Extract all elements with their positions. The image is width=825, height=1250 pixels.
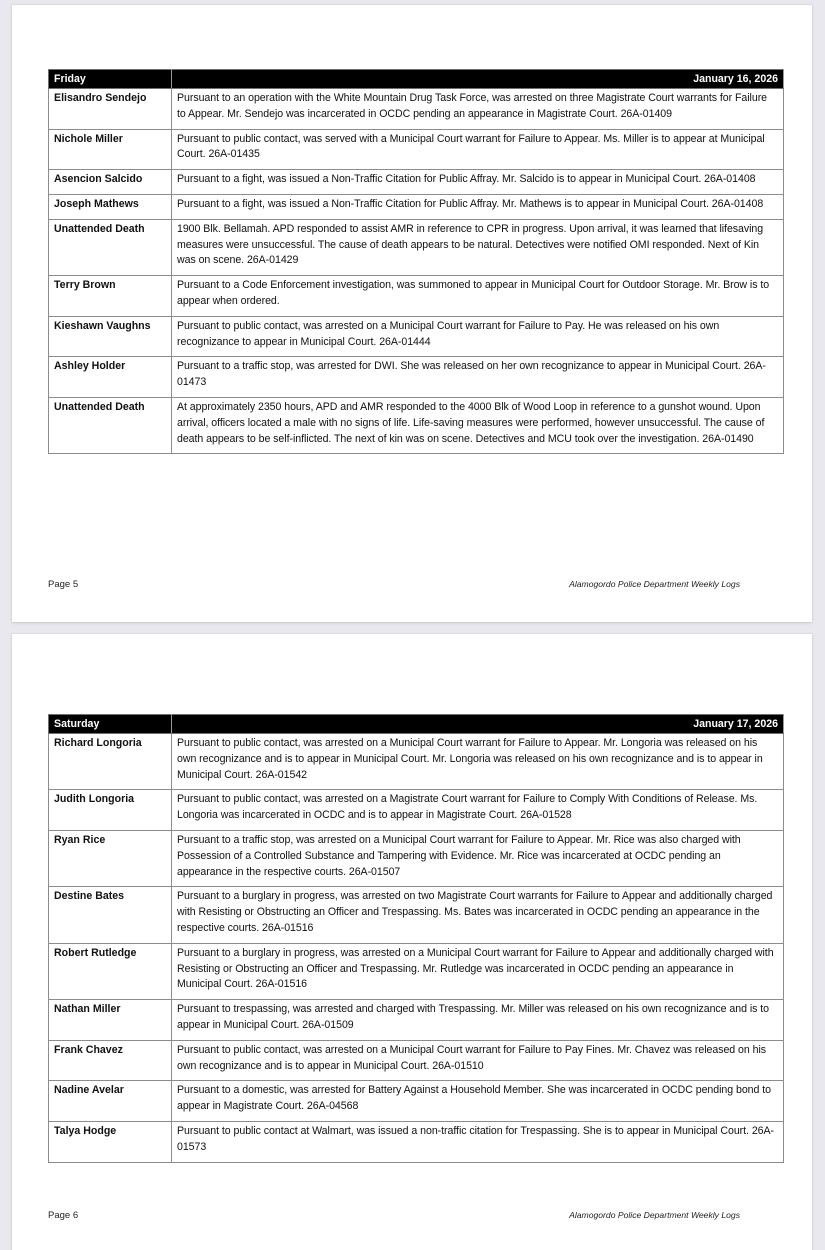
- footer-title: Alamogordo Police Department Weekly Logs: [569, 1210, 740, 1220]
- incident-description: Pursuant to trespassing, was arrested and charged with Trespassing. Mr. Miller was released on his own recognizance and is to appear in Municipal Court. 26A-01509: [172, 1000, 784, 1041]
- subject-name: Ashley Holder: [49, 357, 172, 398]
- subject-name: Unattended Death: [49, 397, 172, 453]
- subject-name: Talya Hodge: [49, 1121, 172, 1162]
- subject-name: Nathan Miller: [49, 1000, 172, 1041]
- table-row: [49, 276, 784, 317]
- subject-name: Ryan Rice: [49, 830, 172, 886]
- table-header-row: [49, 715, 784, 734]
- subject-name: Nadine Avelar: [49, 1081, 172, 1122]
- incident-description: Pursuant to a traffic stop, was arrested for DWI. She was released on her own recognizance to appear in Municipal Court. 26A-01473: [172, 357, 784, 398]
- table-row: [49, 734, 784, 790]
- subject-name: Frank Chavez: [49, 1040, 172, 1081]
- incident-description: Pursuant to public contact, was arrested on a Municipal Court warrant for Failure to Appear. Mr. Longoria was released on his own recognizance and is to appear in Municipal Court. Mr. Longoria was released on his own recognizance and is to appear in Municipal Court. 26A-01542: [172, 734, 784, 790]
- incident-description: Pursuant to a burglary in progress, was arrested on two Magistrate Court warrants for Failure to Appear and additionally charged with Resisting or Obstructing an Officer and Trespassing. Ms. Bates was incarcerated in OCDC pending an appearance in the respective courts. 26A-01516: [172, 887, 784, 943]
- incident-description: Pursuant to a traffic stop, was arrested on a Municipal Court warrant for Failure to Appear. Mr. Rice was also charged with Possession of a Controlled Substance and Tampering with Evidence. Mr. Rice was incarcerated at OCDC pending an appearance in the respective courts. 26A-01507: [172, 830, 784, 886]
- table-row: [49, 830, 784, 886]
- table-row: [49, 397, 784, 453]
- document-page: [12, 5, 812, 622]
- table-row: [49, 1121, 784, 1162]
- table-row: [49, 1081, 784, 1122]
- incident-description: 1900 Blk. Bellamah. APD responded to assist AMR in reference to CPR in progress. Upon arrival, it was learned that lifesaving measures were unsuccessful. The cause of death appears to be natural. Detectives were notified OMI responded. Next of Kin was on scene. 26A-01429: [172, 219, 784, 275]
- subject-name: Elisandro Sendejo: [49, 89, 172, 130]
- day-header: Saturday: [49, 715, 172, 734]
- table-row: [49, 170, 784, 195]
- incident-description: Pursuant to a fight, was issued a Non-Traffic Citation for Public Affray. Mr. Salcido is to appear in Municipal Court. 26A-01408: [172, 170, 784, 195]
- incident-description: Pursuant to a burglary in progress, was arrested on a Municipal Court warrant for Failure to Appear and additionally charged with Resisting or Obstructing an Officer and Trespassing. Mr. Rutledge was incarcerated in OCDC pending an appearance in Municipal Court. 26A-01516: [172, 943, 784, 999]
- incident-description: Pursuant to a fight, was issued a Non-Traffic Citation for Public Affray. Mr. Mathews is to appear in Municipal Court. 26A-01408: [172, 194, 784, 219]
- incident-description: Pursuant to public contact, was arrested on a Magistrate Court warrant for Failure to Comply With Conditions of Release. Ms. Longoria was incarcerated in OCDC and is to appear in Magistrate Court. 26A-01528: [172, 790, 784, 831]
- table-row: [49, 1000, 784, 1041]
- table-row: [49, 943, 784, 999]
- subject-name: Richard Longoria: [49, 734, 172, 790]
- incident-description: Pursuant to public contact, was arrested on a Municipal Court warrant for Failure to Pay. He was released on his own recognizance to appear in Municipal Court. 26A-01444: [172, 316, 784, 357]
- table-row: [49, 129, 784, 170]
- subject-name: Unattended Death: [49, 219, 172, 275]
- daily-log-table: [48, 69, 784, 454]
- subject-name: Kieshawn Vaughns: [49, 316, 172, 357]
- subject-name: Joseph Mathews: [49, 194, 172, 219]
- subject-name: Robert Rutledge: [49, 943, 172, 999]
- subject-name: Asencion Salcido: [49, 170, 172, 195]
- document-page: [12, 634, 812, 1250]
- footer-title: Alamogordo Police Department Weekly Logs: [569, 579, 740, 589]
- subject-name: Nichole Miller: [49, 129, 172, 170]
- table-row: [49, 1040, 784, 1081]
- incident-description: Pursuant to public contact, was served with a Municipal Court warrant for Failure to Appear. Ms. Miller is to appear at Municipal Court. 26A-01435: [172, 129, 784, 170]
- subject-name: Terry Brown: [49, 276, 172, 317]
- incident-description: Pursuant to public contact, was arrested on a Municipal Court warrant for Failure to Pay Fines. Mr. Chavez was released on his own recognizance and is to appear in Municipal Court. 26A-01510: [172, 1040, 784, 1081]
- table-row: [49, 357, 784, 398]
- daily-log-table: [48, 714, 784, 1163]
- date-header: January 17, 2026: [172, 715, 784, 734]
- table-row: [49, 89, 784, 130]
- table-row: [49, 316, 784, 357]
- table-row: [49, 194, 784, 219]
- day-header: Friday: [49, 70, 172, 89]
- page-number: Page 5: [48, 579, 79, 590]
- incident-description: Pursuant to public contact at Walmart, was issued a non-traffic citation for Trespassing. She is to appear in Municipal Court. 26A-01573: [172, 1121, 784, 1162]
- incident-description: Pursuant to a Code Enforcement investigation, was summoned to appear in Municipal Court for Outdoor Storage. Mr. Brow is to appear when ordered.: [172, 276, 784, 317]
- table-header-row: [49, 70, 784, 89]
- page-number: Page 6: [48, 1210, 79, 1221]
- incident-description: At approximately 2350 hours, APD and AMR responded to the 4000 Blk of Wood Loop in reference to a gunshot wound. Upon arrival, officers located a male with no signs of life. Life-saving measures were performed, however unsuccessful. The cause of death appears to be self-inflicted. The next of kin was on scene. Detectives and MCU took over the investigation. 26A-01490: [172, 397, 784, 453]
- subject-name: Destine Bates: [49, 887, 172, 943]
- table-row: [49, 887, 784, 943]
- subject-name: Judith Longoria: [49, 790, 172, 831]
- table-row: [49, 219, 784, 275]
- incident-description: Pursuant to an operation with the White Mountain Drug Task Force, was arrested on three Magistrate Court warrants for Failure to Appear. Mr. Sendejo was incarcerated in OCDC pending an appearance in Magistrate Court. 26A-01409: [172, 89, 784, 130]
- table-row: [49, 790, 784, 831]
- date-header: January 16, 2026: [172, 70, 784, 89]
- incident-description: Pursuant to a domestic, was arrested for Battery Against a Household Member. She was incarcerated in OCDC pending bond to appear in Magistrate Court. 26A-04568: [172, 1081, 784, 1122]
